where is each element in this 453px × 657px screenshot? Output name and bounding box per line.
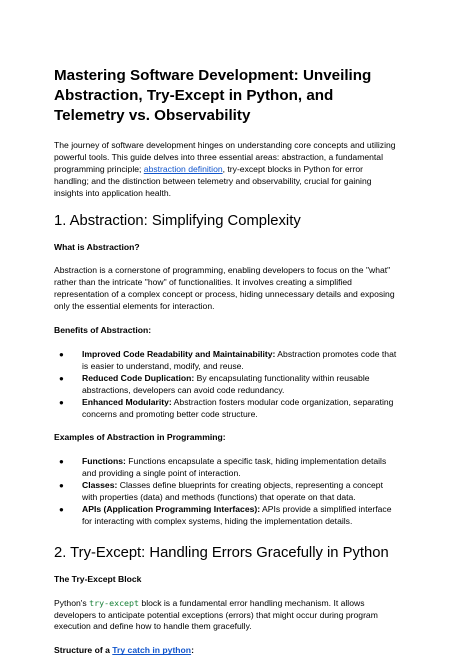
intro-text-2: , try-except blocks in Python for error handling; and the distinction between telemetry and observability, crucial for gaining insights into application health.	[54, 163, 372, 198]
list-item-bold: Classes:	[82, 480, 118, 491]
list-item	[54, 397, 399, 421]
list-item-text: Functions encapsulate a specific task, hiding implementation details and providing a single point of interaction.	[82, 456, 387, 479]
document-title: Mastering Software Development: Unveiling Abstraction, Try-Except in Python, and Telemetry vs. Observability	[54, 67, 372, 124]
abstraction-definition-link[interactable]: abstraction definition	[143, 163, 223, 174]
benefits-list	[54, 349, 399, 420]
list-item	[54, 373, 399, 397]
section-1-heading: 1. Abstraction: Simplifying Complexity	[54, 212, 301, 229]
bullet-icon: ●	[59, 397, 64, 407]
structure-heading	[54, 645, 399, 657]
bullet-icon: ●	[59, 457, 64, 467]
section-2-heading: 2. Try-Except: Handling Errors Gracefully in Python	[54, 544, 389, 561]
try-except-code: try-except	[89, 597, 140, 608]
list-item	[54, 456, 399, 480]
try-except-text-1: Python's	[54, 597, 90, 608]
try-except-text-2: block is a fundamental error handling mechanism. It allows developers to anticipate potential exceptions (errors) that might occur during program execution and define how to handle them gracefully.	[54, 597, 378, 632]
what-is-abstraction-heading: What is Abstraction?	[54, 241, 140, 252]
intro-text-1: The journey of software development hinges on understanding core concepts and utilizing powerful tools. This guide delves into three essential areas: abstraction, a fundamental programming principle;	[54, 140, 396, 174]
examples-list	[54, 456, 399, 527]
list-item	[54, 480, 399, 504]
list-item-bold: Improved Code Readability and Maintainability:	[82, 348, 276, 359]
list-item	[54, 504, 399, 528]
list-item-bold: APIs (Application Programming Interfaces):	[82, 503, 261, 514]
structure-text-1: Structure of a	[54, 645, 113, 656]
bullet-icon: ●	[59, 481, 64, 491]
list-item-bold: Enhanced Modularity:	[82, 396, 172, 407]
try-except-block-heading: The Try-Except Block	[54, 573, 142, 584]
list-item-bold: Functions:	[82, 456, 126, 467]
bullet-icon: ●	[59, 504, 64, 514]
what-is-abstraction-text: Abstraction is a cornerstone of programming, enabling developers to focus on the "what" rather than the intricate "how" of functionalities. It involves creating a simplified representation of a complex concept or process, hiding unnecessary details and exposing only the essential elements for interaction.	[54, 265, 395, 312]
benefits-heading: Benefits of Abstraction:	[54, 325, 152, 336]
list-item-text: APIs provide a simplified interface for interacting with complex systems, hiding the implementation details.	[82, 503, 392, 526]
try-except-paragraph	[54, 598, 399, 634]
list-item-bold: Reduced Code Duplication:	[82, 372, 195, 383]
list-item-text: Abstraction fosters modular code organization, separating concerns and promoting better code structure.	[82, 396, 394, 419]
bullet-icon: ●	[59, 373, 64, 383]
examples-heading: Examples of Abstraction in Programming:	[54, 432, 226, 443]
structure-text-2: :	[191, 645, 194, 656]
list-item-text: By encapsulating functionality within reusable abstractions, developers can avoid code redundancy.	[82, 372, 370, 395]
try-catch-python-link[interactable]: Try catch in python	[112, 645, 192, 656]
intro-paragraph	[54, 140, 399, 200]
list-item-text: Abstraction promotes code that is easier to understand, modify, and reuse.	[82, 348, 397, 371]
list-item-text: Classes define blueprints for creating objects, representing a concept with properties (data) and methods (functions) that operate on that data.	[82, 480, 383, 503]
bullet-icon: ●	[59, 349, 64, 359]
list-item	[54, 349, 399, 373]
